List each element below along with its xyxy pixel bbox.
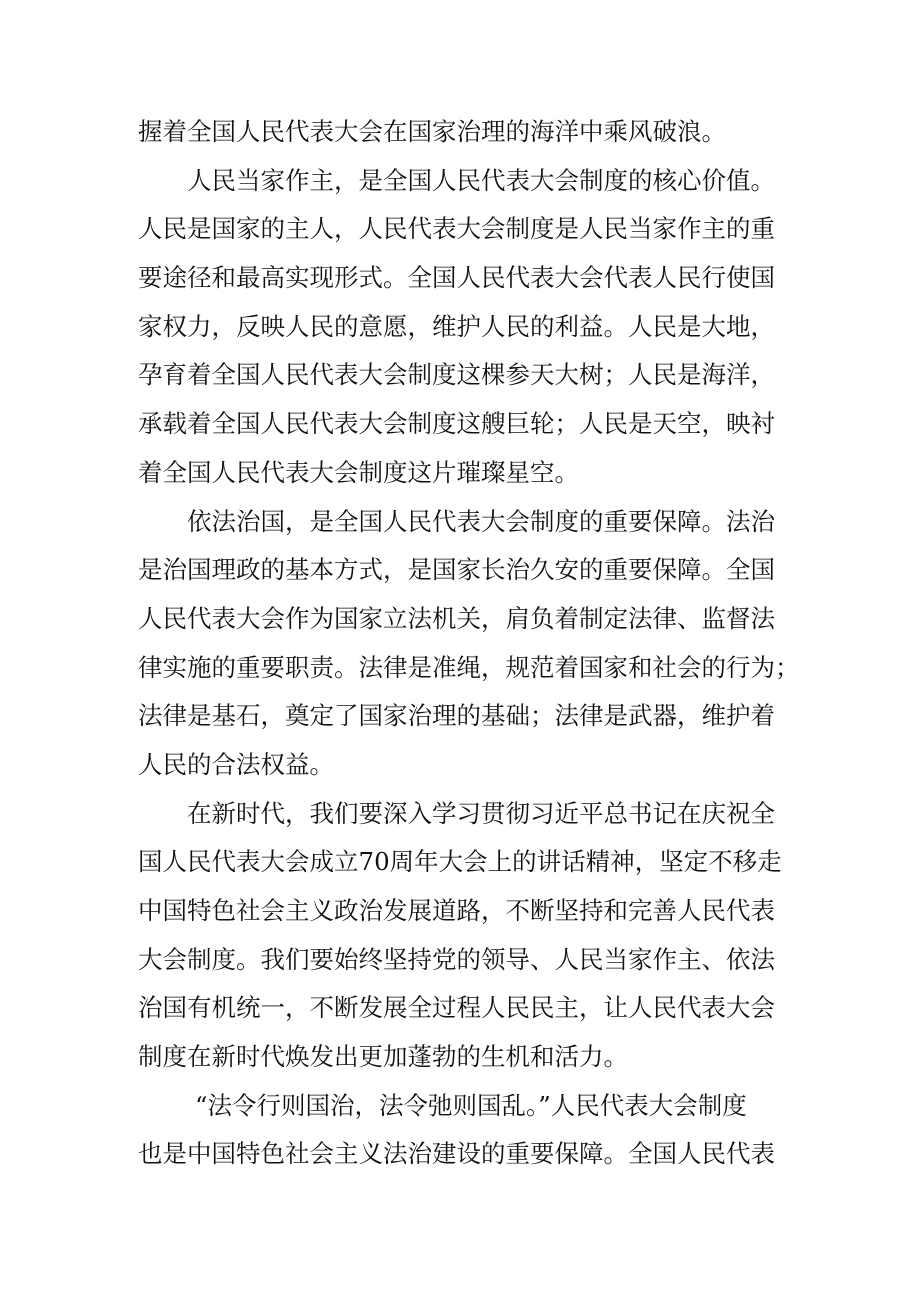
paragraph-start-line: 依法治国，是全国人民代表大会制度的重要保障。法治 — [187, 506, 775, 536]
text-line: 承载着全国人民代表大会制度这艘巨轮；人民是天空，映衬 — [138, 409, 775, 439]
paragraph-start-line: “法令行则国治，法令弛则国乱。”人民代表大会制度 — [195, 1090, 747, 1120]
text-line: 律实施的重要职责。法律是准绳，规范着国家和社会的行为； — [138, 652, 800, 682]
text-line: 人民是国家的主人，人民代表大会制度是人民当家作主的重 — [138, 214, 775, 244]
text-line: 孕育着全国人民代表大会制度这棵参天大树；人民是海洋， — [138, 360, 775, 390]
text-line: 制度在新时代焕发出更加蓬勃的生机和活力。 — [138, 1042, 628, 1072]
text-line: 人民的合法权益。 — [138, 749, 334, 779]
text-line: 大会制度。我们要始终坚持党的领导、人民当家作主、依法 — [138, 944, 775, 974]
text-line: 是治国理政的基本方式，是国家长治久安的重要保障。全国 — [138, 555, 775, 585]
text-line: 也是中国特色社会主义法治建设的重要保障。全国人民代表 — [138, 1139, 775, 1169]
text-line: 家权力，反映人民的意愿，维护人民的利益。人民是大地， — [138, 311, 775, 341]
text-line: 国人民代表大会成立70周年大会上的讲话精神，坚定不移走 — [138, 847, 782, 877]
text-line: 要途径和最高实现形式。全国人民代表大会代表人民行使国 — [138, 263, 775, 293]
text-line: 握着全国人民代表大会在国家治理的海洋中乘风破浪。 — [138, 117, 726, 146]
text-line: 法律是基石，奠定了国家治理的基础；法律是武器，维护着 — [138, 701, 775, 731]
text-line: 中国特色社会主义政治发展道路，不断坚持和完善人民代表 — [138, 896, 775, 925]
paragraph-start-line: 在新时代，我们要深入学习贯彻习近平总书记在庆祝全 — [187, 798, 775, 828]
document-body — [138, 108, 798, 1179]
text-line: 治国有机统一，不断发展全过程人民民主，让人民代表大会 — [138, 993, 775, 1023]
paragraph-start-line: 人民当家作主，是全国人民代表大会制度的核心价值。 — [187, 165, 775, 195]
text-line: 人民代表大会作为国家立法机关，肩负着制定法律、监督法 — [138, 603, 775, 633]
text-line: 着全国人民代表大会制度这片璀璨星空。 — [138, 457, 579, 487]
